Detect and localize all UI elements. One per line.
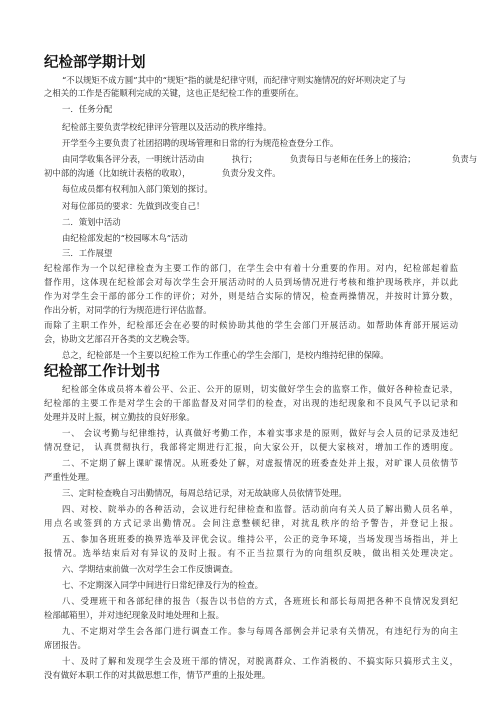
section2-title: 纪检部工作计划书 xyxy=(44,364,160,380)
section2-intro-line: 处理并及时上报，树立勤技的良好形象。 xyxy=(44,412,195,422)
section2-item-line: 九、不定期对学生会各部门进行调查工作。参与每周各部例会并记录有关情况，有违纪行为的向主 xyxy=(62,626,458,636)
section2-item-line: 二、不定期了解上课旷课情况。从班委处了解，对虚报情况的班委查处并上报，对旷课人员依情节 xyxy=(62,458,458,468)
section2-item-line: 严重性处理。 xyxy=(44,472,95,482)
section2-item-line: 六、学期结束前做一次对学生会工作反馈调查。 xyxy=(62,564,238,574)
section1-heading-outlook: 三．工作展望 xyxy=(62,248,113,258)
section1-paragraph: 由同学收集各评分表，一明统计活动由 xyxy=(62,154,205,164)
section1-paragraph: 对每位部员的要求：先做到改变自己！ xyxy=(62,201,205,211)
section2-item-line: 情况登记， 认真贯彻执行，我部将定期进行汇报，向大家公开，以便大家核对，增加工作的透明度。 xyxy=(44,442,458,452)
section1-paragraph-line: 而除了主职工作外，纪检部还会在必要的时候协助其他的学生会部门开展活动。如帮助体育部开展运动 xyxy=(44,320,458,330)
section2-item-line: 八、受理班干和各部纪律的报告（报告以书信的方式，各班班长和部长每周把各种不良情况发到纪 xyxy=(62,596,458,606)
section2-intro-line: 纪检部全体成员将本着公平、公正、公开的原则，切实做好学生会的监察工作，做好各种检查记录， xyxy=(62,384,458,394)
section2-item-line: 席团报告。 xyxy=(44,640,86,650)
section1-paragraph-line: 作为对学生会干部的部分工作的评价；对外，则是结合实际的情况，检查两操情况，并按时计算分数， xyxy=(44,291,458,301)
section1-paragraph-line: 纪检部作为一个以纪律检查为主要工作的部门，在学生会中有着十分重要的作用。对内，纪检部起着监 xyxy=(44,263,458,273)
section1-heading-activities: 二．策划中活动 xyxy=(62,217,121,227)
section1-title: 纪检部学期计划 xyxy=(44,55,146,71)
section1-paragraph: 由纪检部发起的“校园啄木鸟”活动 xyxy=(62,233,188,243)
section1-heading-tasks: 一．任务分配 xyxy=(62,104,113,114)
section2-intro-line: 纪检部的主要工作是对学生会的干部监督及对同学们的检查，对出现的违纪现象和不良风气予以记录和 xyxy=(44,398,458,408)
section2-item-line: 检部邮箱里），并对违纪现象及时地处理和上报。 xyxy=(44,610,225,620)
section2-item-line: 三、定时检查晚自习出勤情况，每周总结记录，对无故缺席人员依情节处理。 xyxy=(62,488,347,498)
section1-paragraph: 执行； xyxy=(232,154,258,164)
section1-paragraph: 总之，纪检部是一个主要以纪检工作为工作重心的学生会部门，是校内维持纪律的保障。 xyxy=(62,350,389,360)
section1-paragraph-line: 作出分析，对同学的行为规范进行评估监督。 xyxy=(44,305,212,315)
section1-paragraph-line: 督作用，这体现在纪检部会对每次学生会开展活动时的人员到场情况进行考核和维护现场秩序，并以此 xyxy=(44,277,458,287)
section2-item-line: 报情况。选举结束后对有异议的及时上报。有不正当拉票行为的向组织反映，做出相关处理决定。 xyxy=(44,548,458,558)
section1-intro-line1: “不以规矩不成方圆”其中的“规矩”指的就是纪律守则，而纪律守则实施情况的好坏则决定了与 xyxy=(62,75,406,85)
section2-item-line: 一、 会议考勤与纪律维持，认真做好考勤工作，本着实事求是的原则，做好与会人员的记录及违纪 xyxy=(62,428,458,438)
section1-paragraph: 初中部的沟通（比如统计表格的收取）， xyxy=(44,168,191,178)
section1-intro-line2: 之相关的工作是否能顺利完成的关键，这也正是纪检工作的重要所在。 xyxy=(44,88,304,98)
section2-item-line: 七、不定期深入同学中间进行日常纪律及行为的检查。 xyxy=(62,580,263,590)
section1-paragraph: 负责分发文件。 xyxy=(222,168,281,178)
section1-paragraph: 开学至今主要负责了社团招聘的现场管理和日常的行为规范检查登分工作。 xyxy=(62,138,339,148)
section1-paragraph-line: 会，协助文艺部召开各类的文艺晚会等。 xyxy=(44,334,195,344)
section1-paragraph: 纪检部主要负责学校纪律评分管理以及活动的秩序维持。 xyxy=(62,122,272,132)
section2-item-line: 没有做好本职工作的对其做思想工作，情节严重的上报处理。 xyxy=(44,670,271,680)
section2-item-line: 四、对校、院举办的各种活动，会议进行纪律检查和监督。活动前向有关人员了解出勤人员名单， xyxy=(62,504,458,514)
section2-item-line: 用点名或签到的方式记录出勤情况。会间注意整顿纪律，对扰乱秩序的给予警告，并登记上报。 xyxy=(44,518,458,528)
section1-paragraph: 每位成员都有权利加入部门策划的探讨。 xyxy=(62,184,213,194)
section2-item-line: 十、及时了解和发现学生会及班干部的情况，对脱离群众、工作消极的、不搞实际只搞形式主义， xyxy=(62,656,458,666)
section1-paragraph: 负责每日与老师在任务上的接洽； xyxy=(290,154,416,164)
section2-item-line: 五、参加各班班委的换界选举及评优会议。维持公平，公正的竞争环境，当场发现当场指出，并上 xyxy=(62,534,458,544)
section1-paragraph: 负责与 xyxy=(452,154,478,164)
